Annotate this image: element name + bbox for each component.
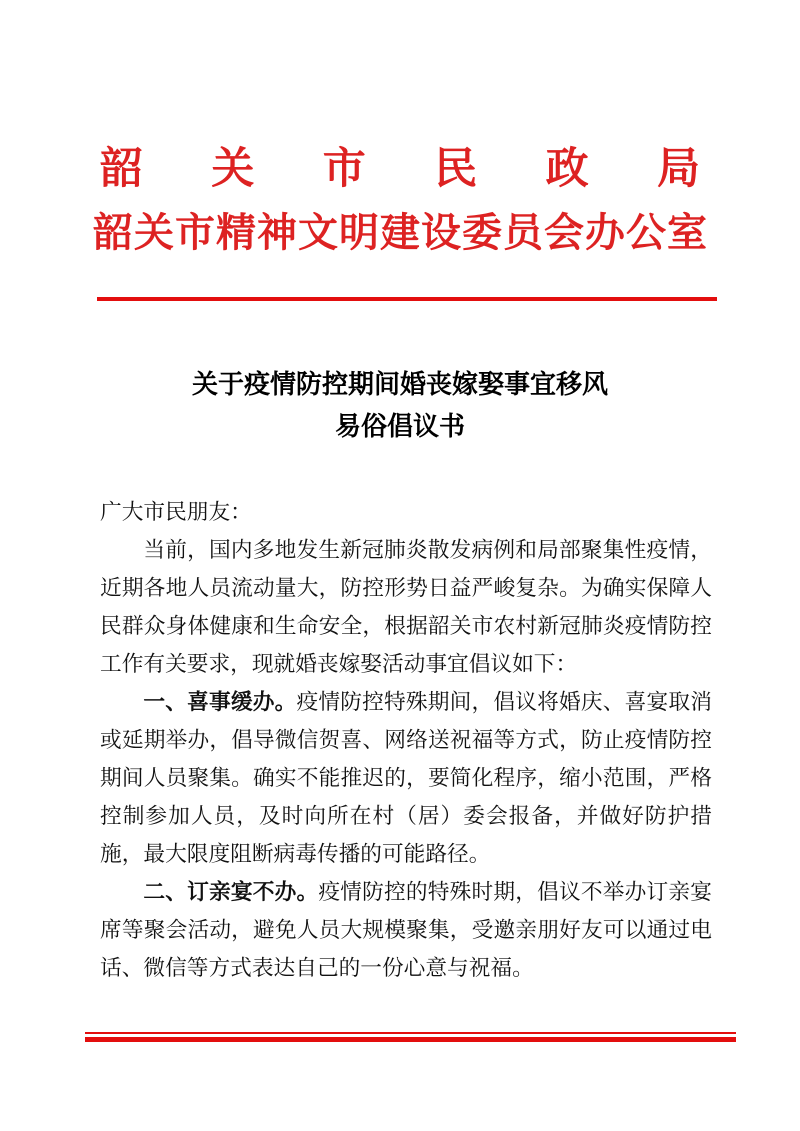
salutation: 广大市民朋友： xyxy=(100,500,252,524)
org-name-line-1: 韶关市民政局 xyxy=(100,146,700,193)
document-title-line-2: 易俗倡议书 xyxy=(334,412,465,441)
footer-divider xyxy=(85,1032,736,1042)
paragraph-intro xyxy=(100,531,712,683)
paragraph-item-1-lead: 一、喜事缓办。 xyxy=(143,689,297,714)
paragraph-intro-text: 当前，国内多地发生新冠肺炎散发病例和局部聚集性疫情，近期各地人员流动量大，防控形势日益严峻复杂。为确实保障人民群众身体健康和生命安全，根据韶关市农村新冠肺炎疫情防控工作有关要求，现就婚丧嫁娶活动事宜倡议如下： xyxy=(100,538,712,676)
paragraph-item-2 xyxy=(100,873,712,987)
paragraph-item-2-text: 疫情防控的特殊时期，倡议不举办订亲宴席等聚会活动，避免人员大规模聚集，受邀亲朋好友可以通过电话、微信等方式表达自己的一份心意与祝福。 xyxy=(100,880,712,980)
org-name-line-2: 韶关市精神文明建设委员会办公室 xyxy=(93,210,707,255)
footer-divider-thin-line xyxy=(85,1032,736,1034)
document-title xyxy=(0,364,800,448)
document-body xyxy=(100,493,712,987)
document-title-line-1: 关于疫情防控期间婚丧嫁娶事宜移风 xyxy=(191,370,608,399)
paragraph-item-1 xyxy=(100,683,712,873)
header-divider-line xyxy=(97,297,717,301)
paragraph-item-1-text: 疫情防控特殊期间，倡议将婚庆、喜宴取消或延期举办，倡导微信贺喜、网络送祝福等方式，防止疫情防控期间人员聚集。确实不能推迟的，要简化程序，缩小范围，严格控制参加人员，及时向所在村（居）委会报备，并做好防护措施，最大限度阻断病毒传播的可能路径。 xyxy=(100,690,712,866)
paragraph-item-2-lead: 二、订亲宴不办。 xyxy=(143,879,319,904)
footer-divider-thick-line xyxy=(85,1037,736,1042)
